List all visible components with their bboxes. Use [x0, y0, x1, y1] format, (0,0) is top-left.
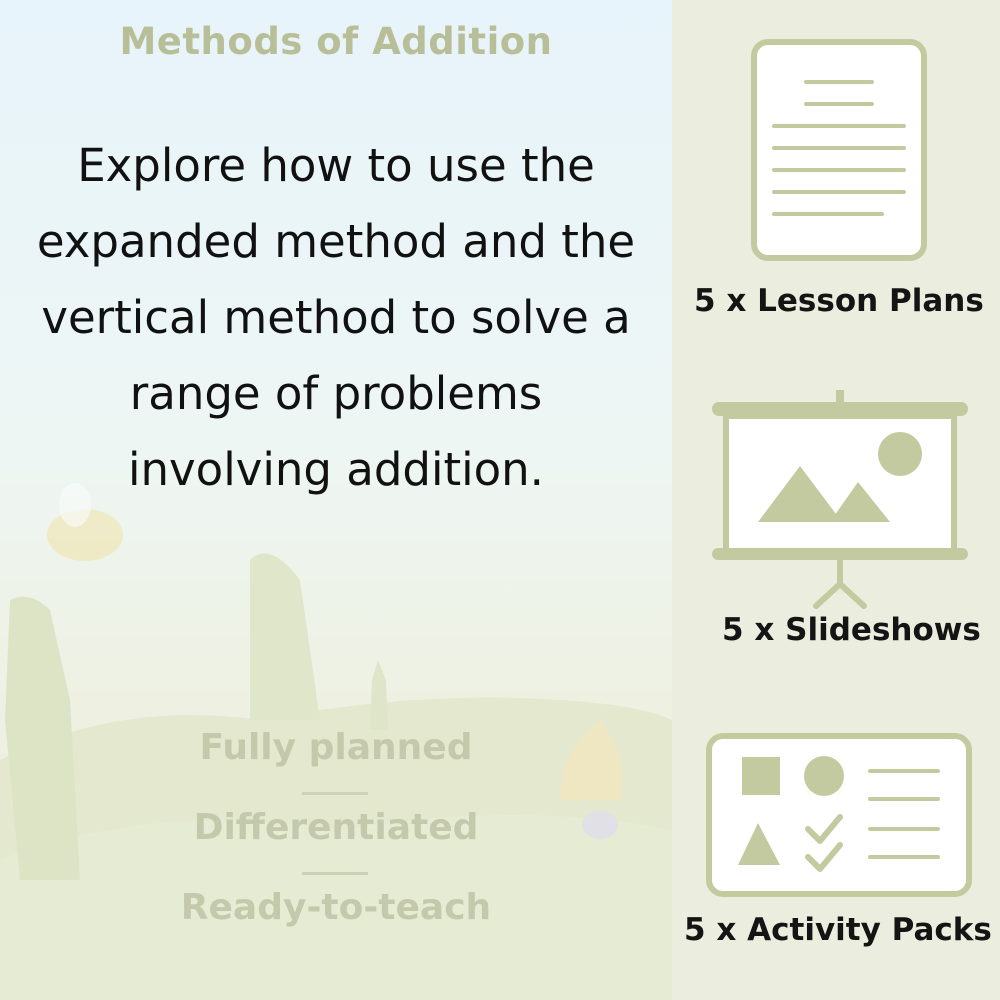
lesson-plan-document-icon — [750, 38, 928, 262]
course-description: Explore how to use the expanded method and the vertical method to solve a range of problems involving addition. — [36, 139, 636, 496]
page-title: Methods of Addition — [119, 20, 553, 63]
resource-label-activity-packs: 5 x Activity Packs — [684, 912, 992, 948]
resources-panel — [672, 0, 1000, 1000]
resource-label-slideshows: 5 x Slideshows — [722, 612, 981, 648]
feature-ready-to-teach: Ready-to-teach — [180, 887, 492, 928]
feature-fully-planned: Fully planned — [199, 727, 473, 768]
feature-divider — [302, 872, 368, 875]
feature-differentiated: Differentiated — [193, 807, 479, 848]
projector-screen-icon — [708, 388, 970, 610]
activity-sheet-icon — [706, 733, 972, 897]
feature-divider — [302, 792, 368, 795]
resource-label-lesson-plans: 5 x Lesson Plans — [694, 283, 984, 319]
